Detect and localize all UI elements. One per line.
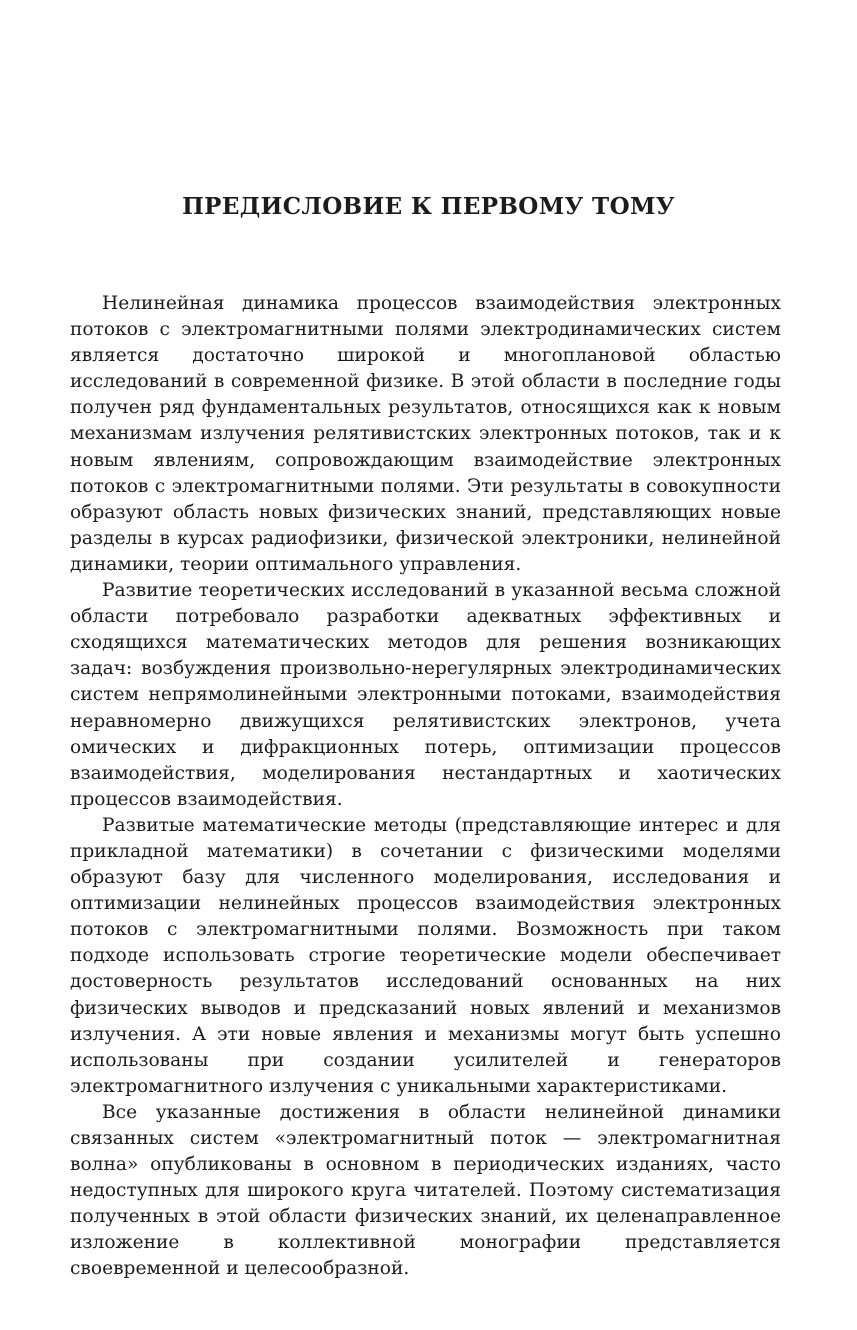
preface-body [70, 291, 781, 1283]
paragraph-2: Развитие теоретических исследований в указанной весьма сложной области потребовало разработки адекватных эффективных и сходящихся математических методов для решения возникающих задач: возбуждения произвольно-нерегулярных электродинамических систем непрямолинейными электронными потоками, взаимодействия неравномерно движущихся релятивистских электронов, учета омических и дифракционных потерь, оптимизации процессов взаимодействия, моделирования нестандартных и хаотических процессов взаимодействия. [70, 580, 781, 810]
paragraph-3: Развитые математические методы (представляющие интерес и для прикладной математики) в сочетании с физическими моделями образуют базу для численного моделирования, исследования и оптимизации нелинейных процессов взаимодействия электронных потоков с электромагнитными полями. Возможность при таком подходе использовать строгие теоретические модели обеспечивает достоверность результатов исследований основанных на них физических выводов и предсказаний новых явлений и механизмов излучения. А эти новые явления и механизмы могут быть успешно использованы при создании усилителей и генераторов электромагнитного излучения с уникальными характеристиками. [70, 814, 781, 1097]
paragraph-1: Нелинейная динамика процессов взаимодействия электронных потоков с электромагнитными полями электродинамических систем является достаточно широкой и многоплановой областью исследований в современной физике. В этой области в последние годы получен ряд фундаментальных результатов, относящихся как к новым механизмам излучения релятивистских электронных потоков, так и к новым явлениям, сопровождающим взаимодействие электронных потоков с электромагнитными полями. Эти результаты в совокупности образуют область новых физических знаний, представляющих новые разделы в курсах радиофизики, физической электроники, нелинейной динамики, теории оптимального управления. [70, 293, 781, 575]
page-title: ПРЕДИСЛОВИЕ К ПЕРВОМУ ТОМУ [182, 193, 675, 220]
paragraph-4: Все указанные достижения в области нелинейной динамики связанных систем «электромагнитный поток — электромагнитная волна» опубликованы в основном в периодических изданиях, часто недоступных для широкого круга читателей. Поэтому систематизация полученных в этой области физических знаний, их целенаправленное изложение в коллективной монографии представляется своевременной и целесообразной. [70, 1101, 781, 1280]
